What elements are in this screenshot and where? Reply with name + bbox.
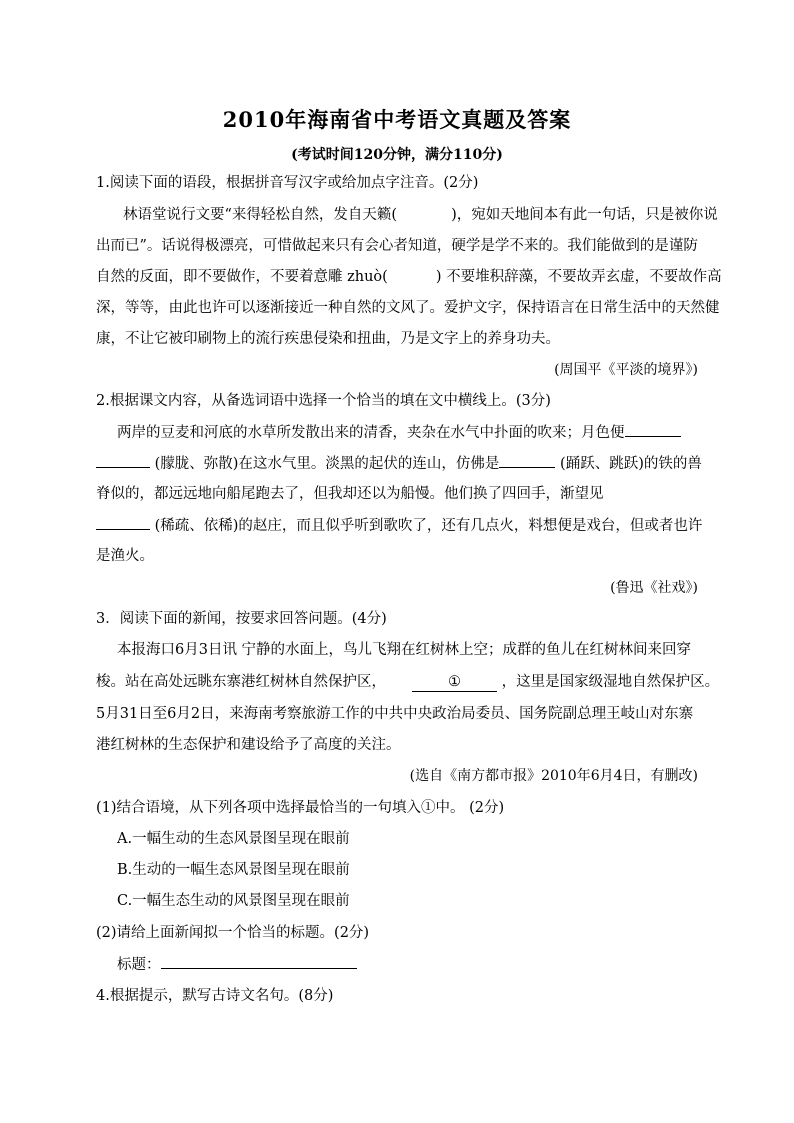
q3-blank-marker[interactable]: ① bbox=[412, 673, 497, 692]
q3-para-line bbox=[96, 672, 719, 692]
q3-option-c: C.一幅生态生动的风景图呈现在眼前 bbox=[117, 893, 350, 909]
page-title: 2010年海南省中考语文真题及答案 bbox=[222, 107, 572, 132]
q3-title-line bbox=[117, 954, 357, 975]
q2-para-line: 是渔火。 bbox=[96, 548, 154, 564]
q2-text: 两岸的豆麦和河底的水草所发散出来的清香，夹杂在水气中扑面的吹来；月色便 bbox=[117, 425, 625, 441]
q3-text: 梭。站在高处远眺东寨港红树林自然保护区， bbox=[96, 674, 386, 690]
q3-option-a: A.一幅生动的生态风景图呈现在眼前 bbox=[117, 831, 350, 847]
q3-text: ，这里是国家级湿地自然保护区。 bbox=[501, 674, 720, 690]
q2-blank-3[interactable] bbox=[96, 515, 150, 530]
q2-source: (鲁迅《社戏》) bbox=[610, 580, 698, 596]
q2-text: (踊跃、跳跃)的铁的兽 bbox=[560, 456, 702, 472]
q1-text: 林语堂说行文要“来得轻松自然，发自天籁( bbox=[123, 207, 398, 223]
q4-heading: 4.根据提示，默写古诗文名句。(8分) bbox=[96, 988, 334, 1004]
q3-subquestion-1: (1)结合语境，从下列各项中选择最恰当的一句填入①中。 (2分) bbox=[96, 800, 505, 816]
q2-blank-1-cont[interactable] bbox=[96, 453, 150, 468]
q3-heading: 3．阅读下面的新闻，按要求回答问题。(4分) bbox=[96, 611, 387, 627]
q3-para-line: 本报海口6月3日讯 宁静的水面上，鸟儿飞翔在红树林上空；成群的鱼儿在红树林间来回穿 bbox=[117, 642, 692, 658]
q2-para-line bbox=[96, 453, 702, 474]
q1-heading: 1.阅读下面的语段，根据拼音写汉字或给加点字注音。(2分) bbox=[96, 175, 479, 191]
q2-text: (朦胧、弥散)在这水气里。淡黑的起伏的连山，仿佛是 bbox=[154, 456, 500, 472]
q2-text: (稀疏、依稀)的赵庄，而且似乎听到歌吹了，还有几点火，料想便是戏台，但或者也许 bbox=[154, 518, 703, 534]
q2-heading: 2.根据课文内容，从备选词语中选择一个恰当的填在文中横线上。(3分) bbox=[96, 393, 551, 409]
q2-para-line bbox=[96, 515, 702, 536]
q1-para-line: 康，不让它被印刷物上的流行疾患侵染和扭曲，乃是文字上的养身功夫。 bbox=[96, 331, 560, 347]
exam-info: (考试时间120分钟，满分110分) bbox=[291, 147, 503, 163]
q2-para-line bbox=[117, 422, 681, 443]
q3-para-line: 港红树林的生态保护和建设给予了高度的关注。 bbox=[96, 737, 401, 753]
q2-para-line: 脊似的，都远远地向船尾跑去了，但我却还以为船慢。他们换了四回手，渐望见 bbox=[96, 486, 604, 502]
q3-option-b: B.生动的一幅生态风景图呈现在眼前 bbox=[117, 862, 350, 878]
q1-para-line: 出而已”。话说得极漂亮，可惜做起来只有会心者知道，硬学是学不来的。我们能做到的是谨防 bbox=[96, 238, 698, 254]
q3-para-line: 5月31日至6月2日，来海南考察旅游工作的中共中央政治局委员、国务院副总理王岐山对东寨 bbox=[96, 706, 694, 722]
q1-source: (周国平《平淡的境界》) bbox=[554, 362, 698, 378]
q1-text: ) 不要堆积辞藻，不要故弄玄虚，不要故作高 bbox=[435, 269, 722, 285]
q3-subquestion-2: (2)请给上面新闻拟一个恰当的标题。(2分) bbox=[96, 925, 370, 941]
q1-para-line bbox=[96, 267, 722, 287]
q1-text: 自然的反面，即不要做作，不要着意雕 zhuò( bbox=[96, 269, 388, 285]
q3-title-label: 标题： bbox=[117, 957, 161, 973]
q2-blank-1[interactable] bbox=[625, 422, 681, 437]
q1-para-line bbox=[123, 205, 718, 225]
q3-source: (选自《南方都市报》2010年6月4日，有删改) bbox=[409, 768, 698, 784]
q3-title-blank[interactable] bbox=[161, 954, 357, 969]
q1-text: )，宛如天地间本有此一句话，只是被你说 bbox=[451, 207, 718, 223]
q1-para-line: 深，等等，由此也许可以逐渐接近一种自然的文风了。爱护文字，保持语言在日常生活中的天然健 bbox=[96, 300, 720, 316]
q2-blank-2[interactable] bbox=[499, 453, 555, 468]
